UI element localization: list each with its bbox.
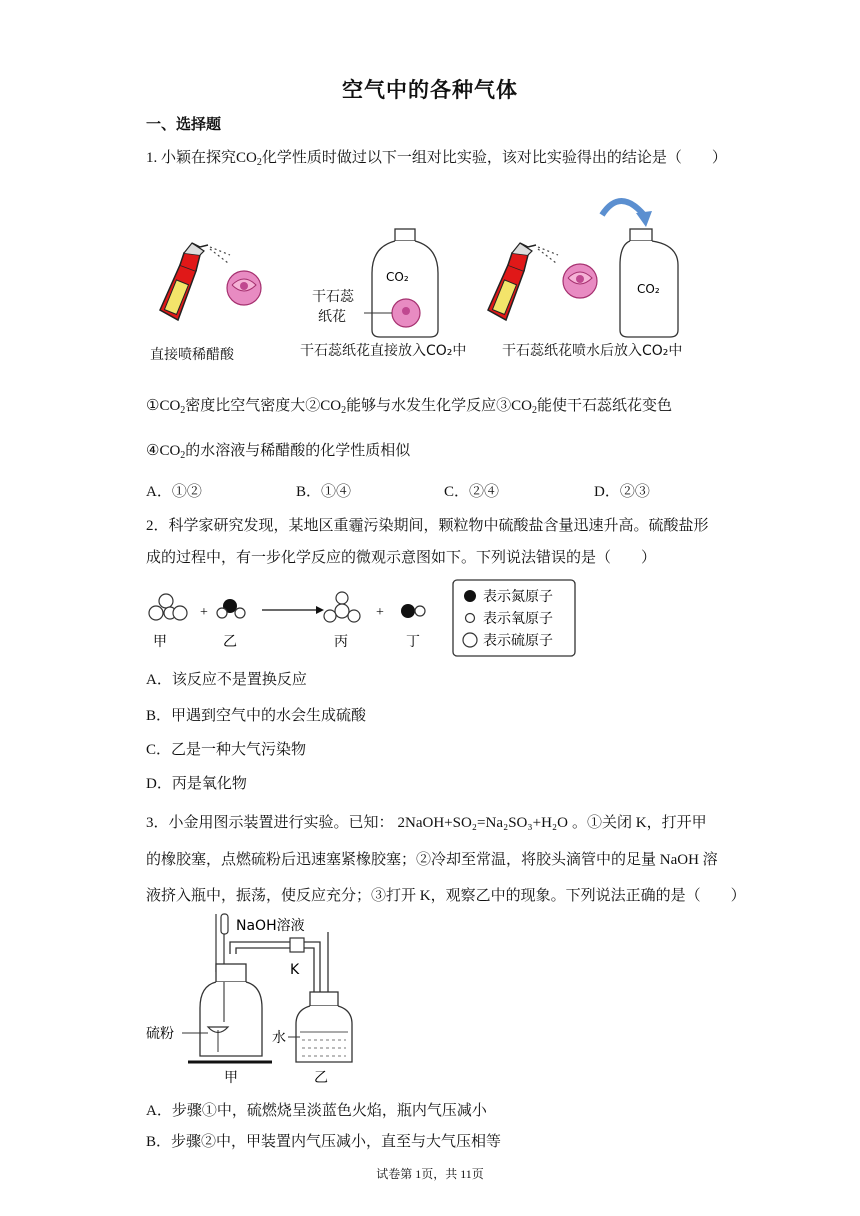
legend-n: 表示氮原子 [483,589,553,605]
jar1-co2: CO₂ [386,270,409,284]
label-yi: 乙 [314,1070,328,1086]
q2-option-a[interactable]: A．该反应不是置换反应 [146,672,307,688]
sub: 2 [180,450,186,461]
q3-stem-2: 的橡胶塞，点燃硫粉后迅速塞紧橡胶塞；②冷却至常温，将胶头滴管中的足量 NaOH 溶 [146,852,718,868]
name-ding: 丁 [406,634,420,650]
page-footer: 试卷第 1页，共 11页 [376,1167,484,1181]
valve-k[interactable] [290,938,304,952]
stmt-1c: 能够与水发生化学反应③CO [346,398,532,414]
name-yi: 乙 [223,634,237,650]
q1-statements-2 [146,439,410,460]
q2-stem-1: 2．科学家研究发现，某地区重霾污染期间，颗粒物中硫酸盐含量迅速升高。硫酸盐形 [146,518,709,534]
q1-option-b[interactable]: B．①④ [296,484,352,500]
section-heading: 一、选择题 [146,115,222,133]
q1-fig-label-2: 干石蕊纸花直接放入CO₂中 [300,343,467,359]
q1-statements-1 [146,394,672,415]
q1-fig-label-1: 直接喷稀醋酸 [150,347,234,363]
label-jia: 甲 [224,1070,238,1086]
name-bing: 丙 [334,634,348,650]
spray-bottle-2 [488,243,558,320]
q1-stem-a: 1. 小颖在探究 [146,150,237,166]
q2-option-c[interactable]: C．乙是一种大气污染物 [146,742,307,758]
sub: 2 [341,405,347,416]
q1-litmus-label-1: 干石蕊 [312,289,354,305]
sub: 2 [180,405,186,416]
q1-stem-b: 化学性质时做过以下一组对比实验，该对比实验得出的结论是（ ） [261,150,727,166]
q1-stem-chem: CO [236,150,257,166]
page-title: 空气中的各种气体 [342,78,518,102]
q1-stem [146,146,727,167]
q2-figure [140,578,580,660]
q1-stem-sub: 2 [256,157,262,168]
label-water: 水 [272,1030,286,1046]
plus-2: + [376,605,384,620]
plus-1: + [200,605,208,620]
q3-equation: 2NaOH+SO₂=Na₂SO₃+H₂O [397,815,568,831]
label-naoh: NaOH溶液 [236,918,305,934]
q3-stem-1b: 。①关闭 K，打开甲 [571,815,707,831]
rose-flower-1 [227,271,261,305]
molecule-yi [217,599,245,618]
rose-flower-2 [563,264,597,298]
flask-yi [296,992,352,1062]
q1-option-c[interactable]: C．②④ [444,484,500,500]
q1-figure [140,185,720,370]
q3-stem-3: 液挤入瓶中，振荡，使反应充分；③打开 K，观察乙中的现象。下列说法正确的是（ ） [146,888,746,904]
gas-jar-1 [364,229,438,337]
legend-box [453,580,575,656]
q1-option-a[interactable]: A．①② [146,484,202,500]
sub: 2 [531,405,537,416]
stmt-1a: ①CO [146,398,181,414]
q2-option-d[interactable]: D．丙是氧化物 [146,776,247,792]
q3-figure [140,912,370,1090]
q3-option-b[interactable]: B．步骤②中，甲装置内气压减小，直至与大气压相等 [146,1134,502,1150]
q3-option-a[interactable]: A．步骤①中，硫燃烧呈淡蓝色火焰，瓶内气压减小 [146,1103,487,1119]
q1-option-d[interactable]: D．②③ [594,484,650,500]
q2-stem-2: 成的过程中，有一步化学反应的微观示意图如下。下列说法错误的是（ ） [146,550,657,566]
spray-bottle-1 [160,243,230,320]
q1-litmus-label-2: 纸花 [318,309,346,325]
name-jia: 甲 [153,634,167,650]
legend-o: 表示氧原子 [483,611,553,627]
label-sulfur: 硫粉 [146,1026,174,1042]
stmt-1b: 密度比空气密度大②CO [185,398,342,414]
stmt-2a: ④CO [146,443,181,459]
label-k: K [290,962,300,978]
jar2-co2: CO₂ [637,282,660,296]
molecule-ding [401,604,425,618]
stmt-1d: 能使干石蕊纸花变色 [536,398,672,414]
q1-fig-label-3: 干石蕊纸花喷水后放入CO₂中 [502,343,683,359]
q3-stem-1a: 3．小金用图示装置进行实验。已知： [146,815,394,831]
legend-s: 表示硫原子 [483,633,553,649]
q2-option-b[interactable]: B．甲遇到空气中的水会生成硫酸 [146,708,367,724]
molecule-bing [324,592,360,622]
molecule-jia [149,594,187,620]
flask-jia [188,964,272,1062]
gas-jar-2 [620,229,678,337]
q3-stem-1 [146,811,707,832]
stmt-2b: 的水溶液与稀醋酸的化学性质相似 [185,443,411,459]
